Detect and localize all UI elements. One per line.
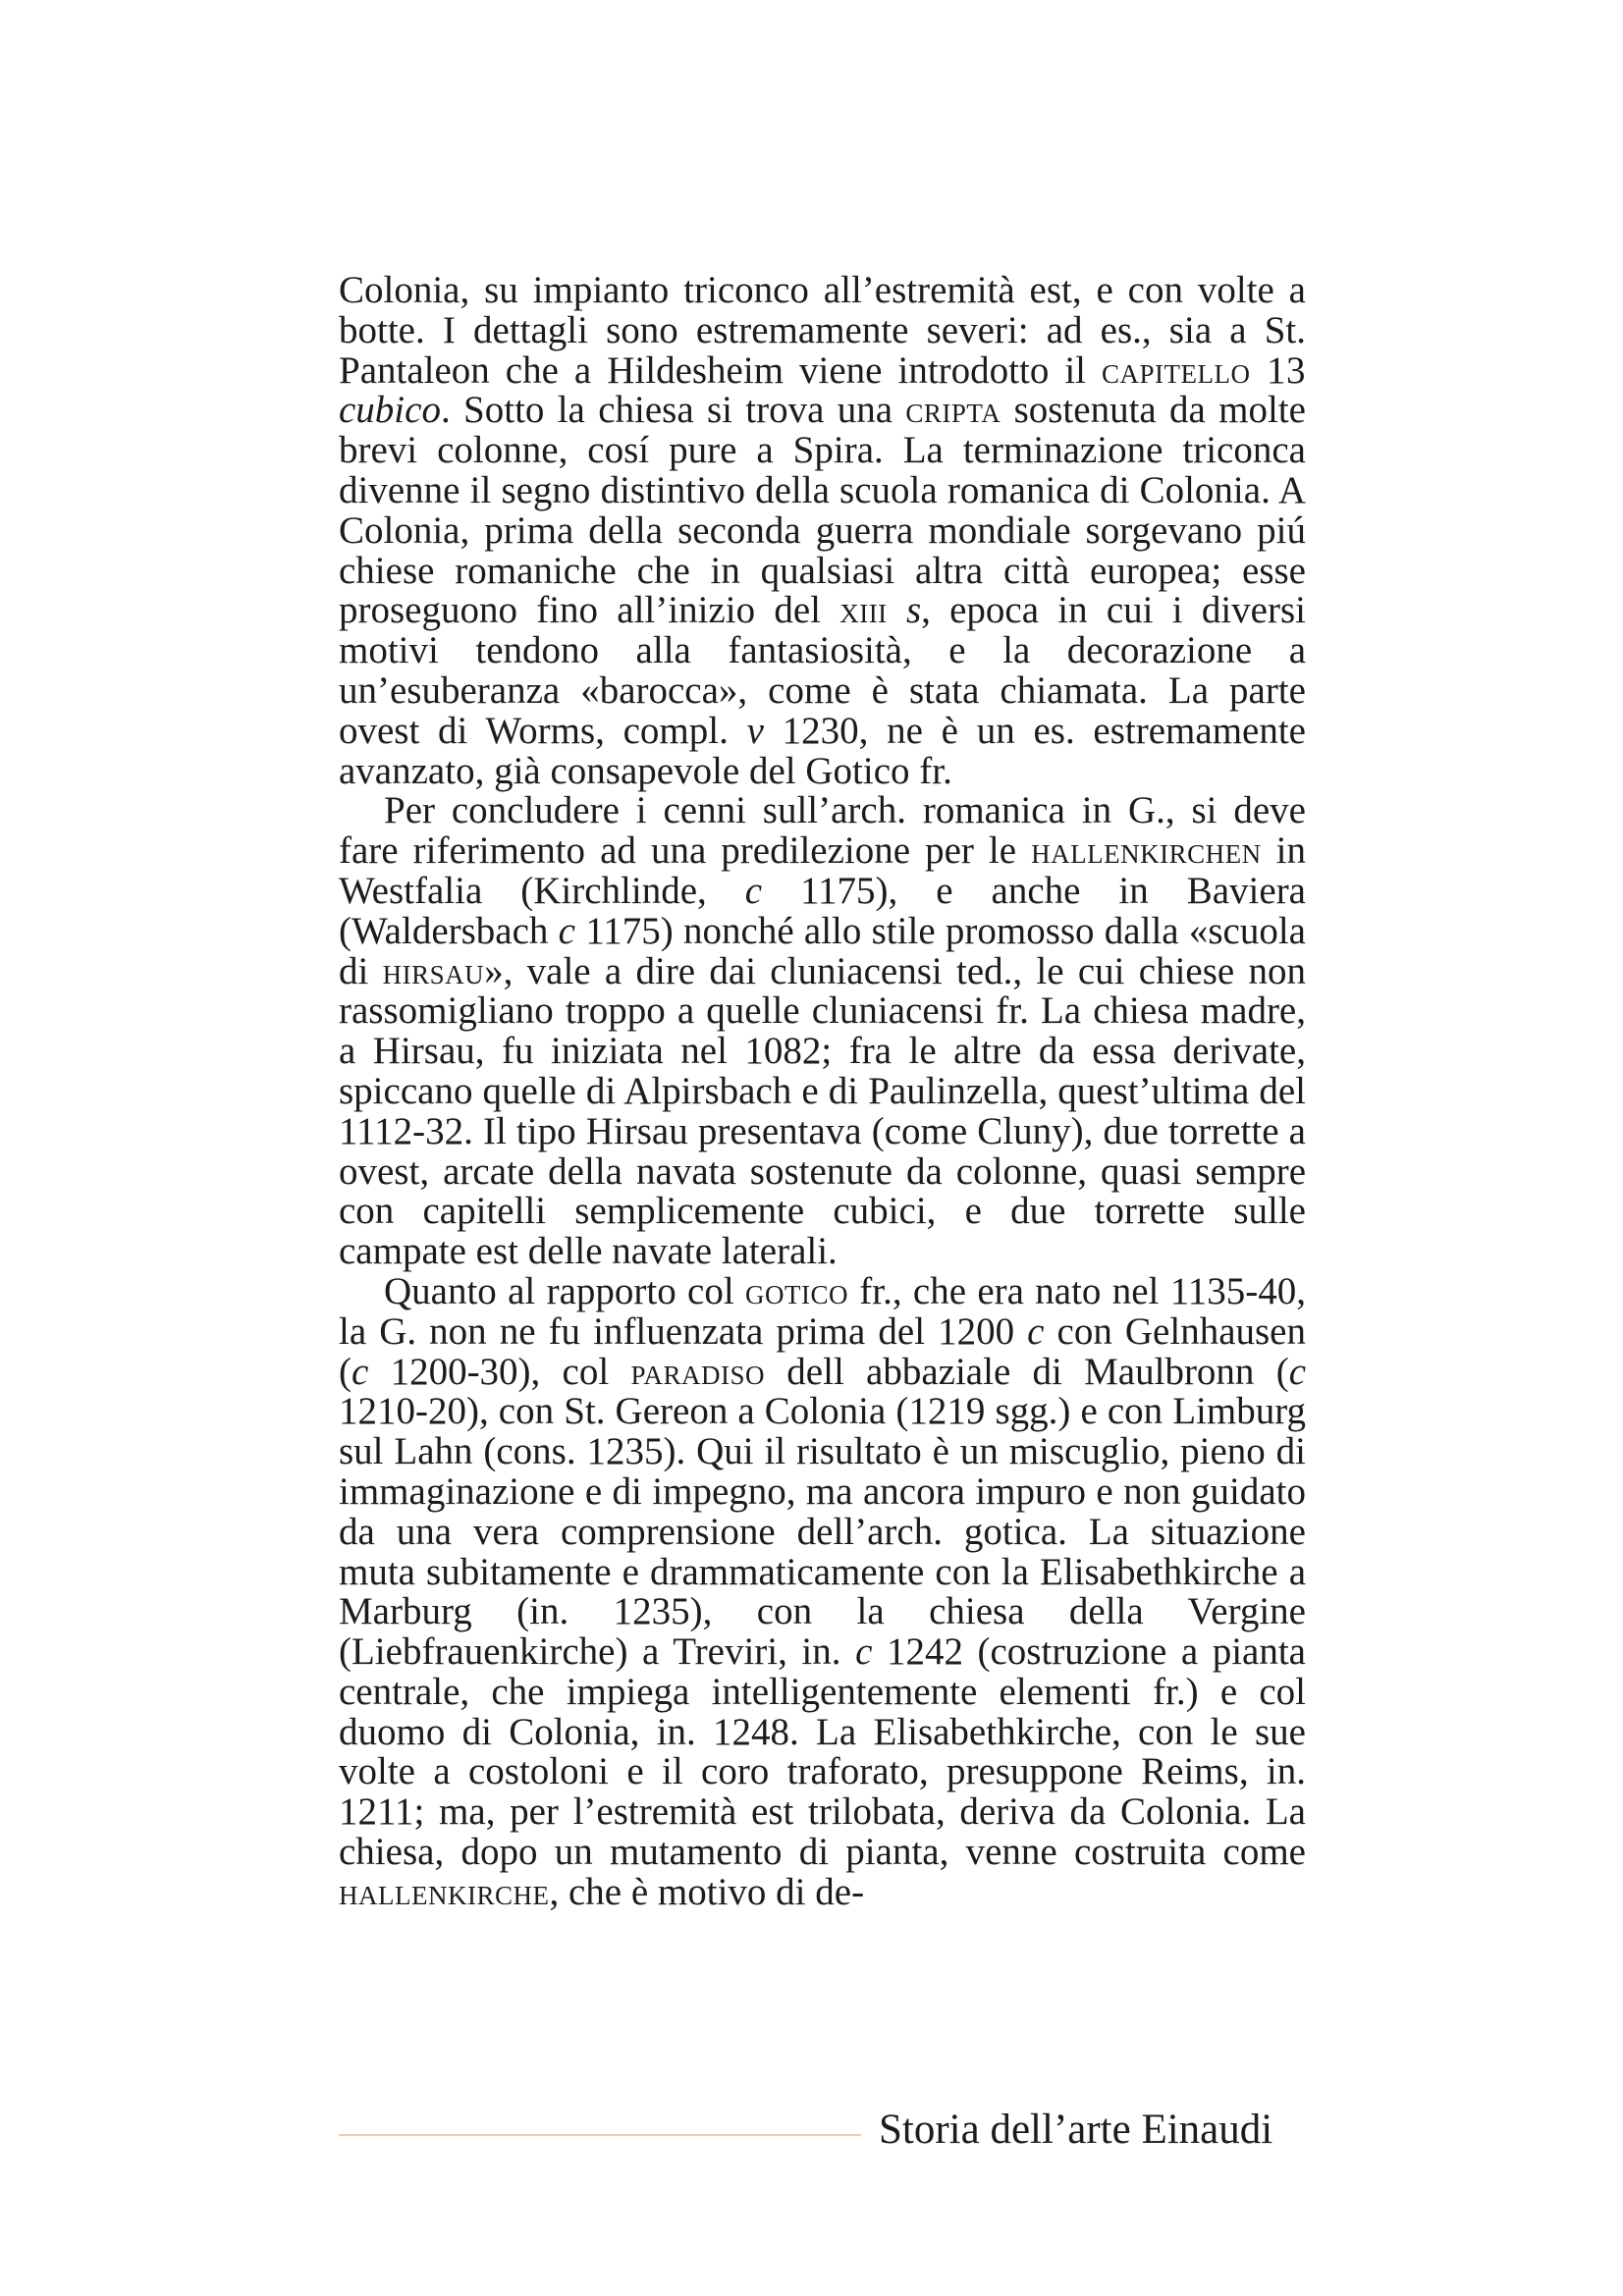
- footer-title: Storia dell’arte Einaudi: [879, 2107, 1273, 2153]
- text-run: 1200-30), col: [368, 1350, 631, 1393]
- paragraph-1: [339, 271, 1306, 791]
- text-run: 1175), e anche in Baviera (Waldersbach: [339, 869, 1306, 952]
- small-caps-term: cripta: [905, 389, 1001, 432]
- body-text: [339, 271, 1306, 1913]
- text-run: 1242 (costruzione a pianta centrale, che impiega intelligentemente elementi fr.) e col duomo di Colonia, in. 1248. La Elisabethkirche, con le sue volte a costoloni e il coro traforato, presuppone Reims, in. 1211; ma, per l’estremità est trilobata, deriva da Colonia. La chiesa, dopo un mutamento di pianta, venne costruita come: [339, 1630, 1306, 1874]
- italic-term: c: [558, 909, 575, 952]
- text-run: fr., che era nato nel 1135-40, la G. non ne fu influenzata prima del 1200: [339, 1269, 1306, 1353]
- italic-term: c: [352, 1350, 369, 1393]
- paragraph-2: [339, 791, 1306, 1272]
- text-run: Per concludere i cenni sull’arch. romanica in G., si deve fare riferimento ad una predilezione per le: [339, 789, 1306, 873]
- small-caps-term: hallenkirchen: [1031, 829, 1262, 873]
- text-run: . Sotto la chiesa si trova una: [440, 389, 906, 432]
- text-run: con Gelnhausen (: [339, 1309, 1306, 1393]
- footer-divider: [339, 2134, 861, 2136]
- text-run: dell abbaziale di Maulbronn (: [765, 1350, 1289, 1393]
- italic-term: s: [905, 589, 922, 632]
- small-caps-term: gotico: [744, 1269, 848, 1312]
- italic-term: c: [855, 1630, 873, 1674]
- text-run: 1210-20), con St. Gereon a Colonia (1219 sgg.) e con Limburg sul Lahn (cons. 1235). Qui il risultato è un miscuglio, pieno di immaginazione e di impegno, ma ancora impuro e non guidato da una vera comprensione dell’arch. gotica. La situazione muta subitamente e drammaticamente con la Elisabethkirche a Marburg (in. 1235), con la chiesa della Vergine (Liebfrauenkirche) a Treviri, in.: [339, 1390, 1306, 1674]
- small-caps-term: paradiso: [630, 1350, 766, 1393]
- italic-term: c: [1288, 1350, 1306, 1393]
- text-run: 1230, ne è un es. estremamente avanzato, già consapevole del Gotico fr.: [339, 709, 1306, 792]
- italic-term: cubico: [339, 389, 441, 432]
- small-caps-term: hallenkirche: [339, 1870, 550, 1913]
- text-run: , che è motivo di de-: [549, 1870, 865, 1913]
- text-run: 1175) nonché allo stile promosso dalla «scuola di: [339, 909, 1306, 992]
- text-run: , epoca in cui i diversi motivi tendono alla fantasiosità, e la decorazione a un’esuberanza «barocca», come è stata chiamata. La parte ovest di Worms, compl.: [339, 589, 1306, 752]
- italic-term: c: [744, 869, 763, 912]
- paragraph-3: [339, 1269, 1306, 1913]
- small-caps-term: hirsau: [382, 949, 485, 992]
- text-run: », vale a dire dai cluniacensi ted., le cui chiese non rassomigliano troppo a quelle cluniacensi fr. La chiesa madre, a Hirsau, fu iniziata nel 1082; fra le altre da essa derivate, spiccano quelle di Alpirsbach e di Paulinzella, quest’ultima del 1112-32. Il tipo Hirsau presentava (come Cluny), due torrette a ovest, arcate della navata sostenute da colonne, quasi sempre con capitelli semplicemente cubici, e due torrette sulle campate est delle navate laterali.: [339, 949, 1306, 1273]
- text-run: sostenuta da molte brevi colonne, cosí pure a Spira. La terminazione triconca divenne il segno distintivo della scuola romanica di Colonia. A Colonia, prima della seconda guerra mondiale sorgevano piú chiese romaniche che in qualsiasi altra città europea; esse proseguono fino all’inizio del: [339, 389, 1306, 632]
- text-run: Quanto al rapporto col: [384, 1269, 745, 1312]
- italic-term: c: [1027, 1309, 1045, 1353]
- small-caps-term: xiii: [839, 589, 888, 632]
- text-run: [888, 589, 906, 631]
- text-run: in Westfalia (Kirchlinde,: [339, 829, 1306, 912]
- italic-term: v: [746, 709, 764, 752]
- text-run: Colonia, su impianto triconco all’estremità est, e con volte a botte. I dettagli sono estremamente severi: ad es., sia a St. Pantaleon che a Hildesheim viene introdotto il: [339, 269, 1306, 392]
- small-caps-term: capitello 13: [1102, 348, 1307, 392]
